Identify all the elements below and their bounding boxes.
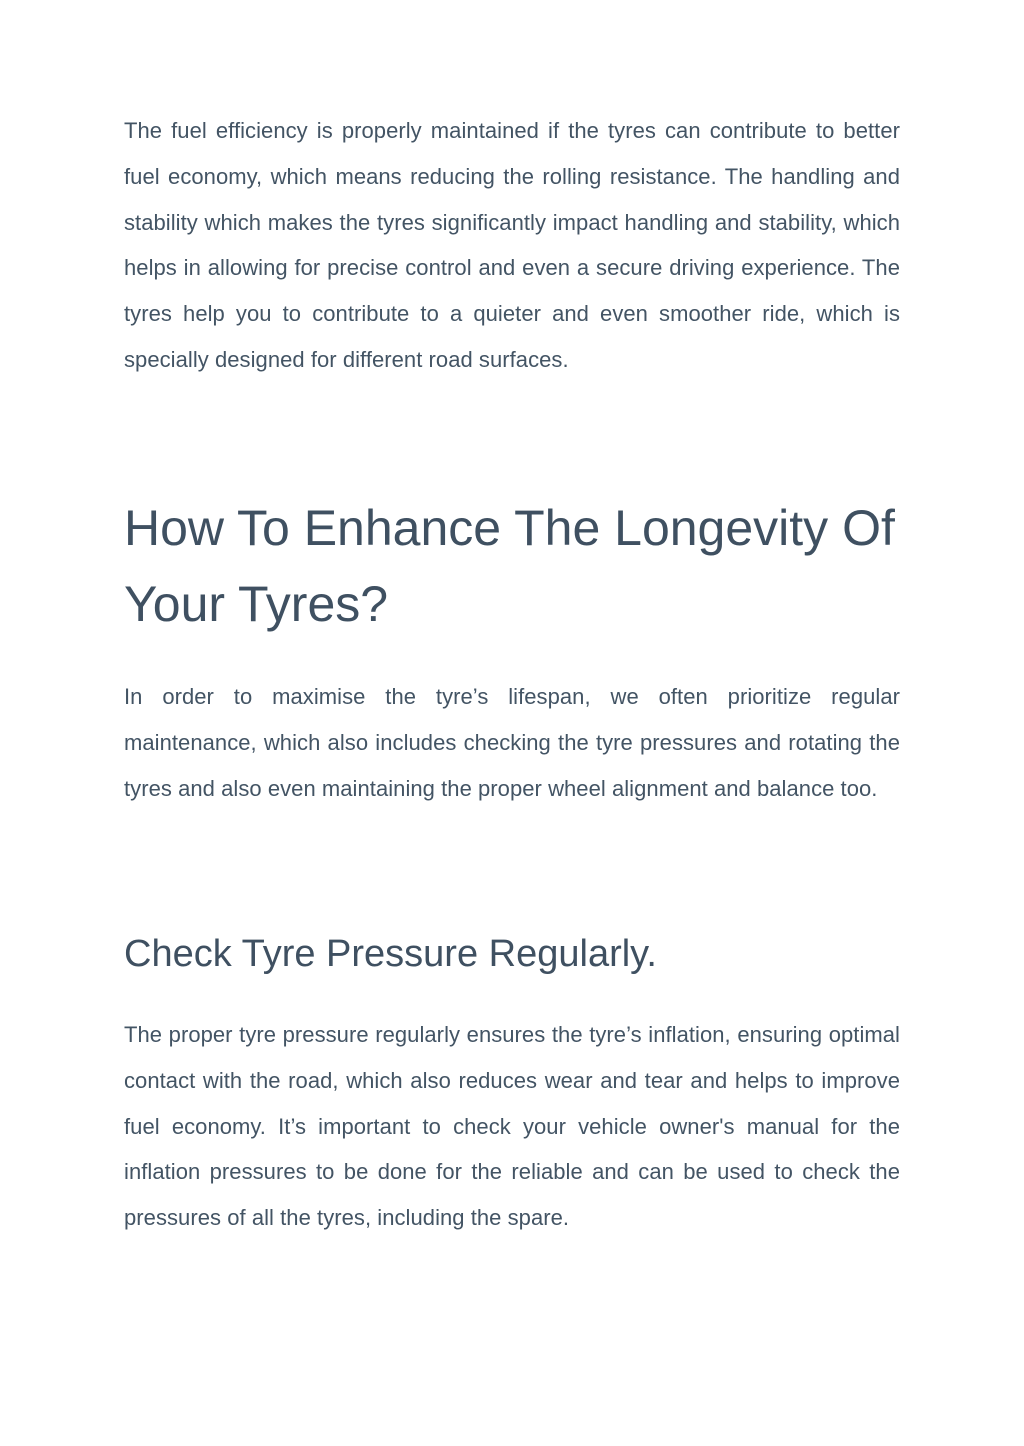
intro-paragraph: The fuel efficiency is properly maintained if the tyres can contribute to better fuel economy, which means reducing the rolling resistance. The handling and stability which makes the tyres significantly impact handling and stability, which helps in allowing for precise control and even a secure driving experience. The tyres help you to contribute to a quieter and even smoother ride, which is specially designed for different road surfaces. <box>124 118 900 372</box>
longevity-paragraph: In order to maximise the tyre’s lifespan, we often prioritize regular maintenance, which also includes checking the tyre pressures and rotating the tyres and also even maintaining the proper wheel alignment and balance too. <box>124 684 900 801</box>
subsection-heading-tyre-pressure: Check Tyre Pressure Regularly. <box>124 933 657 975</box>
section-heading-longevity: How To Enhance The Longevity Of Your Tyres? <box>124 500 895 632</box>
tyre-pressure-paragraph: The proper tyre pressure regularly ensures the tyre’s inflation, ensuring optimal contact with the road, which also reduces wear and tear and helps to improve fuel economy. It’s important to check your vehicle owner's manual for the inflation pressures to be done for the reliable and can be used to check the pressures of all the tyres, including the spare. <box>124 1022 900 1231</box>
